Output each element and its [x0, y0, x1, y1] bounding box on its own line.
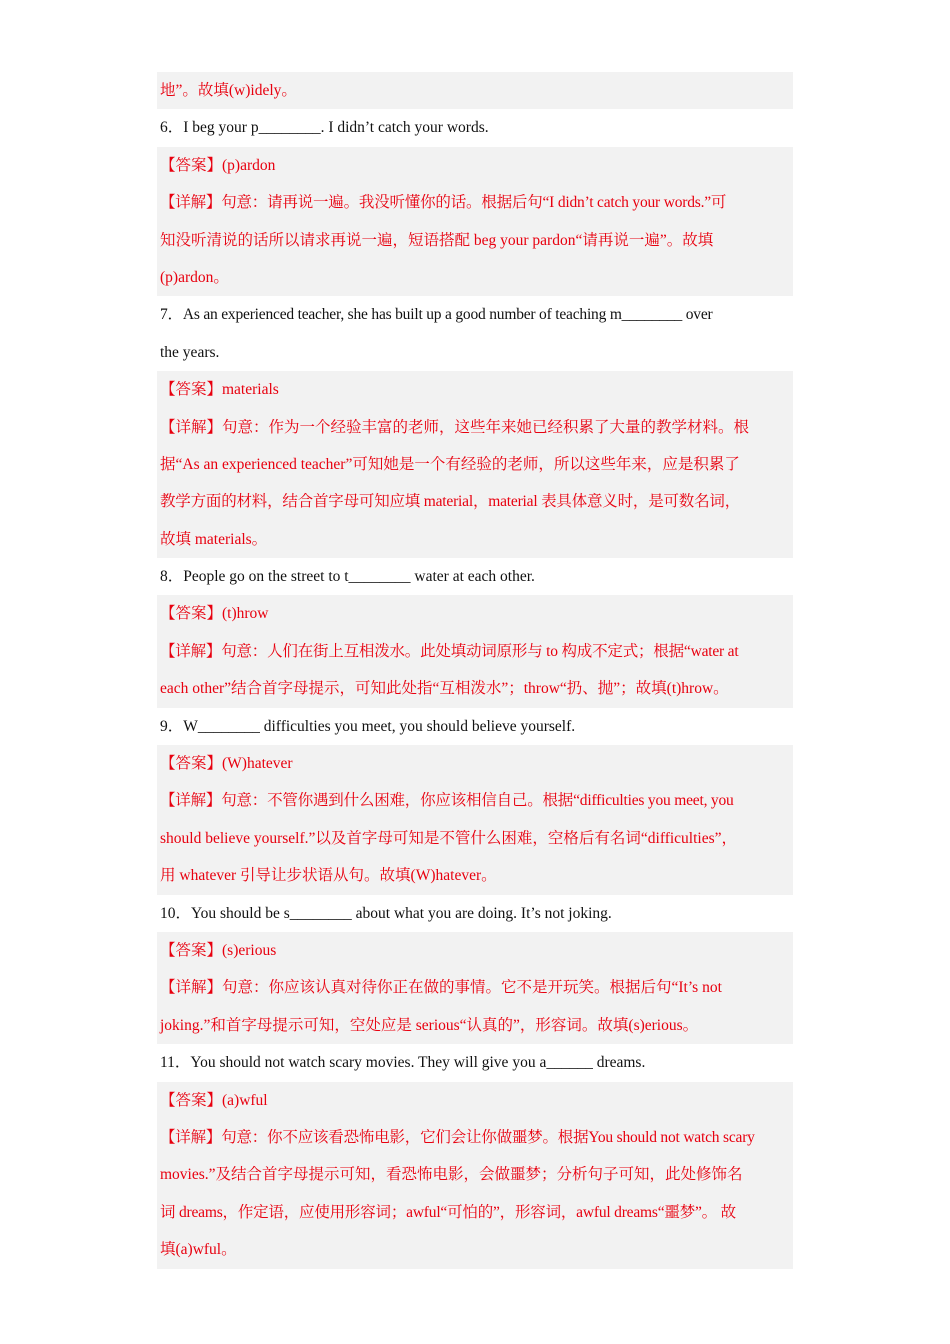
- explanation-line: joking.”和首字母提示可知，空处应是 serious“认真的”，形容词。故填(s)erious。: [157, 1007, 793, 1044]
- explanation-line: 【详解】句意：作为一个经验丰富的老师，这些年来她已经积累了大量的教学材料。根: [157, 409, 793, 446]
- answer-line: 【答案】(a)wful: [157, 1082, 793, 1119]
- explanation-line: 词 dreams，作定语，应使用形容词；awful“可怕的”，形容词，awful dreams“噩梦”。 故: [157, 1194, 793, 1231]
- explanation-line: 知没听清说的话所以请求再说一遍，短语搭配 beg your pardon“请再说一遍”。故填: [157, 222, 793, 259]
- question-11: 11．You should not watch scary movies. They will give you a______ dreams.: [160, 1054, 646, 1072]
- explanation-line: 【详解】句意：你应该认真对待你正在做的事情。它不是开玩笑。根据后句“It’s not: [157, 969, 793, 1006]
- explanation-line: 【详解】句意：请再说一遍。我没听懂你的话。根据后句“I didn’t catch your words.”可: [157, 184, 793, 221]
- explanation-line: 故填 materials。: [157, 521, 793, 558]
- answer-line: 【答案】(W)hatever: [157, 745, 793, 782]
- explanation-line: movies.”及结合首字母提示可知，看恐怖电影，会做噩梦；分析句子可知，此处修饰名: [157, 1156, 793, 1193]
- answer-line: 【答案】materials: [157, 371, 793, 408]
- explanation-line: 填(a)wful。: [157, 1231, 793, 1268]
- explanation-line: 【详解】句意：人们在街上互相泼水。此处填动词原形与 to 构成不定式；根据“water at: [157, 633, 793, 670]
- explanation-line: 【详解】句意：你不应该看恐怖电影，它们会让你做噩梦。根据You should not watch scary: [157, 1119, 793, 1156]
- answer-line: 【答案】(t)hrow: [157, 595, 793, 632]
- explanation-line: should believe yourself.”以及首字母可知是不管什么困难，空格后有名词“difficulties”，: [157, 820, 793, 857]
- question-6: 6．I beg your p________. I didn’t catch your words.: [160, 119, 489, 137]
- question-10: 10．You should be s________ about what you are doing. It’s not joking.: [160, 904, 612, 922]
- answer-line: 【答案】(s)erious: [157, 932, 793, 969]
- explanation-line: 教学方面的材料，结合首字母可知应填 material，material 表具体意义时，是可数名词，: [157, 483, 793, 520]
- question-7-continued: the years.: [160, 343, 220, 361]
- explanation-line: 据“As an experienced teacher”可知她是一个有经验的老师，所以这些年来，应是积累了: [157, 446, 793, 483]
- explanation-line: 用 whatever 引导让步状语从句。故填(W)hatever。: [157, 857, 793, 894]
- explanation-line: 【详解】句意：不管你遇到什么困难，你应该相信自己。根据“difficulties you meet, you: [157, 782, 793, 819]
- exercise-content: [157, 72, 793, 1269]
- answer-line: 【答案】(p)ardon: [157, 147, 793, 184]
- question-8: 8．People go on the street to t________ water at each other.: [160, 568, 535, 586]
- answer-explanation-line: 地”。故填(w)idely。: [157, 72, 793, 109]
- question-9: 9．W________ difficulties you meet, you should believe yourself.: [160, 717, 576, 735]
- explanation-line: each other”结合首字母提示，可知此处指“互相泼水”；throw“扔、抛”；故填(t)hrow。: [157, 670, 793, 707]
- explanation-line: (p)ardon。: [157, 259, 793, 296]
- question-7: 7．As an experienced teacher, she has built up a good number of teaching m________ over: [160, 306, 713, 324]
